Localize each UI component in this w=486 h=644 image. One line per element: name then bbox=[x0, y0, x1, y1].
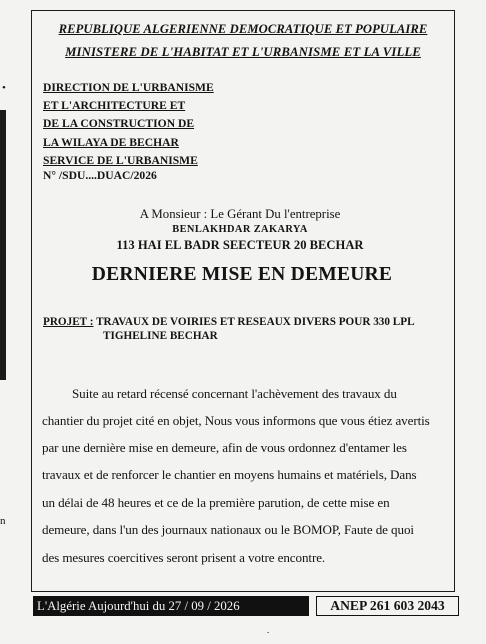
scan-edge-shadow bbox=[0, 110, 6, 380]
body-line: un délai de 48 heures et ce de la première parution, de cette mise en bbox=[42, 495, 390, 510]
direction-line: SERVICE DE L'URBANISME bbox=[43, 153, 198, 167]
project-label: PROJET : bbox=[43, 316, 94, 328]
addressee-line: A Monsieur : Le Gérant Du l'entreprise bbox=[139, 207, 341, 221]
direction-line: LA WILAYA DE BECHAR bbox=[43, 135, 179, 149]
scan-artifact: • bbox=[2, 82, 6, 94]
ministry-header: MINISTERE DE L'HABITAT ET L'URBANISME ET LA VILLE bbox=[65, 45, 421, 59]
body-line: Suite au retard récensé concernant l'achèvement des travaux du bbox=[72, 386, 397, 401]
notice-title: DERNIERE MISE EN DEMEURE bbox=[91, 264, 393, 285]
republic-header: REPUBLIQUE ALGERIENNE DEMOCRATIQUE ET POPULAIRE bbox=[58, 22, 428, 36]
addressee-address: 113 HAI EL BADR SEECTEUR 20 BECHAR bbox=[116, 238, 364, 252]
scan-artifact: n bbox=[0, 515, 6, 527]
body-line: par une dernière mise en demeure, afin de vous ordonnez d'entamer les bbox=[42, 440, 407, 455]
direction-line: DE LA CONSTRUCTION DE bbox=[43, 117, 195, 131]
reference-number: N° /SDU....DUAC/2026 bbox=[43, 169, 157, 182]
scan-artifact: . bbox=[267, 625, 270, 635]
body-line: chantier du projet cité en objet, Nous vous informons que vous étiez avertis bbox=[42, 413, 430, 428]
body-line: demeure, dans l'un des journaux nationaux ou le BOMOP, Faute de quoi bbox=[42, 522, 414, 537]
addressee-name: BENLAKHDAR ZAKARYA bbox=[172, 224, 308, 235]
project-line bbox=[43, 316, 415, 328]
body-line: des mesures coercitives seront prisent a votre encontre. bbox=[42, 550, 326, 565]
anep-reference: ANEP 261 603 2043 bbox=[316, 596, 459, 616]
direction-line: DIRECTION DE L'URBANISME bbox=[43, 81, 214, 94]
direction-block bbox=[43, 79, 214, 170]
project-description: TRAVAUX DE VOIRIES ET RESEAUX DIVERS POUR 330 LPL bbox=[96, 316, 415, 328]
publication-banner: L'Algérie Aujourd'hui du 27 / 09 / 2026 bbox=[33, 596, 309, 616]
body-line: travaux et de renforcer le chantier en moyens humains et matériels, Dans bbox=[42, 467, 417, 482]
direction-line: ET L'ARCHITECTURE ET bbox=[43, 99, 186, 113]
project-location: TIGHELINE BECHAR bbox=[103, 330, 218, 342]
